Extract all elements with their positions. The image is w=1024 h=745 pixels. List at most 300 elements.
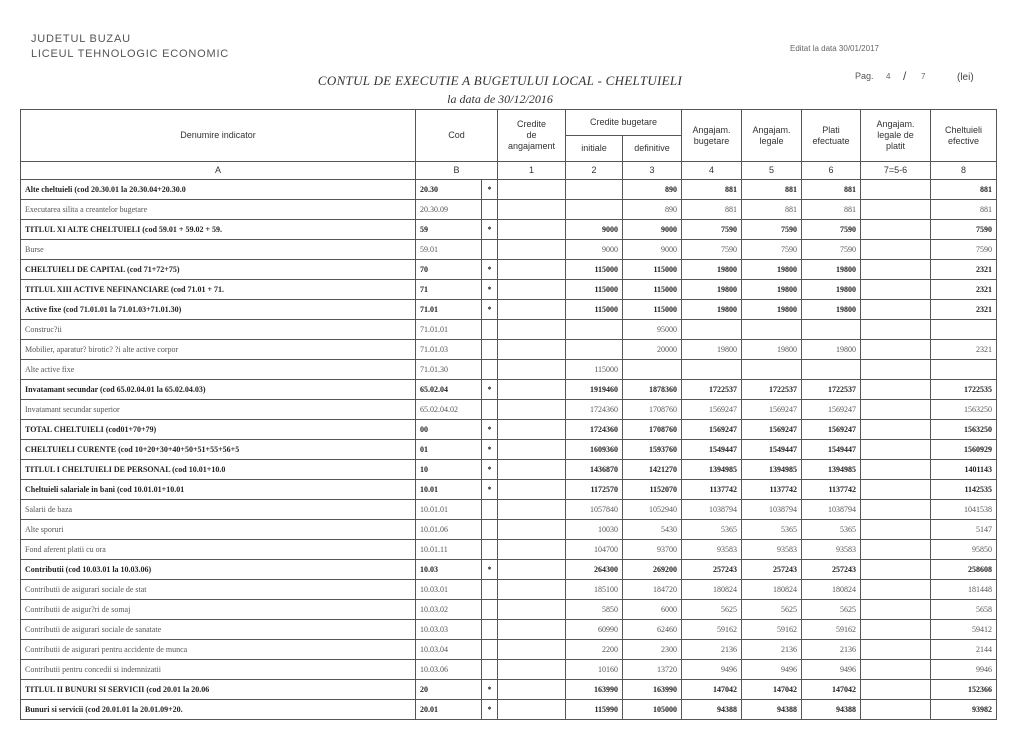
cell-credite-initiale: 9000 xyxy=(566,240,623,260)
cell-cheltuieli-efective xyxy=(931,320,997,340)
cell-angajam-de-platit xyxy=(861,600,931,620)
table-row xyxy=(21,320,997,340)
cell-cheltuieli-efective: 2144 xyxy=(931,640,997,660)
page-total: 7 xyxy=(921,72,926,81)
header-angajam-de-platit-l1: Angajam. xyxy=(876,119,915,129)
cell-plati-efectuate: 180824 xyxy=(802,580,861,600)
cell-angajam-bugetare: 5625 xyxy=(682,600,742,620)
cell-plati-efectuate: 9496 xyxy=(802,660,861,680)
cell-angajam-legale: 94388 xyxy=(742,700,802,720)
row-name: Contributii pentru concedii si indemnizatii xyxy=(21,660,416,680)
page-label: Pag. xyxy=(855,71,874,81)
cell-angajam-legale: 1038794 xyxy=(742,500,802,520)
cell-credite-definitive: 115000 xyxy=(623,280,682,300)
cell-plati-efectuate: 2136 xyxy=(802,640,861,660)
cell-cheltuieli-efective: 2321 xyxy=(931,340,997,360)
row-marker: * xyxy=(482,220,498,240)
table-row xyxy=(21,600,997,620)
cell-credite-initiale: 1919460 xyxy=(566,380,623,400)
row-marker xyxy=(482,400,498,420)
cell-angajam-de-platit xyxy=(861,620,931,640)
cell-credite-initiale: 104700 xyxy=(566,540,623,560)
row-code: 00 xyxy=(416,420,482,440)
currency-unit: (lei) xyxy=(957,72,974,83)
cell-cheltuieli-efective: 2321 xyxy=(931,300,997,320)
row-code: 71.01.30 xyxy=(416,360,482,380)
table-row xyxy=(21,180,997,200)
cell-angajam-de-platit xyxy=(861,380,931,400)
cell-credite-angajament xyxy=(498,540,566,560)
cell-credite-definitive xyxy=(623,360,682,380)
cell-angajam-de-platit xyxy=(861,540,931,560)
cell-credite-initiale xyxy=(566,200,623,220)
cell-angajam-legale: 7590 xyxy=(742,220,802,240)
page-number: 4 xyxy=(886,72,891,81)
cell-cheltuieli-efective: 5658 xyxy=(931,600,997,620)
cell-cheltuieli-efective: 1563250 xyxy=(931,420,997,440)
header-denumire: Denumire indicator xyxy=(21,110,416,162)
row-marker xyxy=(482,340,498,360)
cell-angajam-de-platit xyxy=(861,220,931,240)
column-letter: 4 xyxy=(682,162,742,180)
cell-credite-angajament xyxy=(498,380,566,400)
row-marker xyxy=(482,600,498,620)
cell-plati-efectuate: 881 xyxy=(802,180,861,200)
cell-credite-initiale: 115000 xyxy=(566,280,623,300)
row-name: Active fixe (cod 71.01.01 la 71.01.03+71.01.30) xyxy=(21,300,416,320)
table-row xyxy=(21,640,997,660)
cell-credite-definitive: 95000 xyxy=(623,320,682,340)
row-marker xyxy=(482,640,498,660)
table-body xyxy=(21,180,997,720)
expenditure-table xyxy=(20,109,997,720)
row-name: Executarea silita a creantelor bugetare xyxy=(21,200,416,220)
row-name: Invatamant secundar (cod 65.02.04.01 la 65.02.04.03) xyxy=(21,380,416,400)
header-angajam-legale-l1: Angajam. xyxy=(752,124,791,135)
header-credite-bugetare: Credite bugetare xyxy=(566,110,682,136)
row-marker xyxy=(482,540,498,560)
cell-credite-definitive: 184720 xyxy=(623,580,682,600)
cell-angajam-de-platit xyxy=(861,560,931,580)
cell-cheltuieli-efective: 2321 xyxy=(931,260,997,280)
row-marker: * xyxy=(482,380,498,400)
header-credite-angajament-l2: de xyxy=(526,130,537,140)
cell-angajam-de-platit xyxy=(861,500,931,520)
cell-credite-initiale: 9000 xyxy=(566,220,623,240)
row-code: 10.03.06 xyxy=(416,660,482,680)
cell-cheltuieli-efective: 881 xyxy=(931,180,997,200)
cell-credite-angajament xyxy=(498,200,566,220)
row-code: 10.03.01 xyxy=(416,580,482,600)
institution-county: JUDETUL BUZAU xyxy=(31,33,131,45)
cell-angajam-de-platit xyxy=(861,700,931,720)
cell-angajam-legale: 9496 xyxy=(742,660,802,680)
cell-angajam-legale: 1722537 xyxy=(742,380,802,400)
cell-angajam-bugetare: 19800 xyxy=(682,280,742,300)
row-name: Bunuri si servicii (cod 20.01.01 la 20.01.09+20. xyxy=(21,700,416,720)
column-letter: 6 xyxy=(802,162,861,180)
row-marker: * xyxy=(482,560,498,580)
row-name: TITLUL II BUNURI SI SERVICII (cod 20.01 la 20.06 xyxy=(21,680,416,700)
institution-name: LICEUL TEHNOLOGIC ECONOMIC xyxy=(31,48,230,60)
cell-credite-angajament xyxy=(498,620,566,640)
cell-credite-initiale: 115990 xyxy=(566,700,623,720)
cell-angajam-legale: 2136 xyxy=(742,640,802,660)
cell-plati-efectuate: 1569247 xyxy=(802,420,861,440)
row-name: TITLUL XIII ACTIVE NEFINANCIARE (cod 71.01 + 71. xyxy=(21,280,416,300)
cell-angajam-legale: 1549447 xyxy=(742,440,802,460)
cell-credite-initiale: 1724360 xyxy=(566,400,623,420)
cell-angajam-bugetare xyxy=(682,320,742,340)
cell-credite-definitive: 6000 xyxy=(623,600,682,620)
header-angajam-bugetare-l1: Angajam. xyxy=(692,124,731,135)
cell-plati-efectuate xyxy=(802,360,861,380)
row-code: 20 xyxy=(416,680,482,700)
cell-plati-efectuate: 19800 xyxy=(802,260,861,280)
cell-angajam-bugetare: 1722537 xyxy=(682,380,742,400)
cell-credite-initiale: 264300 xyxy=(566,560,623,580)
header-plati-l1: Plati xyxy=(822,124,840,135)
column-letter: 8 xyxy=(931,162,997,180)
row-code: 10.01 xyxy=(416,480,482,500)
cell-angajam-legale: 180824 xyxy=(742,580,802,600)
row-name: Contributii de asigurari sociale de stat xyxy=(21,580,416,600)
cell-credite-initiale xyxy=(566,340,623,360)
row-name: Invatamant secundar superior xyxy=(21,400,416,420)
cell-plati-efectuate: 19800 xyxy=(802,340,861,360)
cell-plati-efectuate: 881 xyxy=(802,200,861,220)
header-cod: Cod xyxy=(416,110,498,162)
cell-credite-definitive: 93700 xyxy=(623,540,682,560)
table-row xyxy=(21,500,997,520)
cell-credite-angajament xyxy=(498,360,566,380)
cell-cheltuieli-efective: 7590 xyxy=(931,240,997,260)
cell-credite-definitive: 115000 xyxy=(623,260,682,280)
cell-angajam-bugetare: 881 xyxy=(682,180,742,200)
cell-credite-initiale: 185100 xyxy=(566,580,623,600)
row-code: 10.01.06 xyxy=(416,520,482,540)
row-marker: * xyxy=(482,440,498,460)
cell-cheltuieli-efective: 1722535 xyxy=(931,380,997,400)
cell-angajam-bugetare: 1549447 xyxy=(682,440,742,460)
table-row xyxy=(21,420,997,440)
cell-credite-angajament xyxy=(498,480,566,500)
row-name: Alte active fixe xyxy=(21,360,416,380)
cell-cheltuieli-efective: 1401143 xyxy=(931,460,997,480)
cell-angajam-bugetare: 1569247 xyxy=(682,420,742,440)
cell-plati-efectuate: 1137742 xyxy=(802,480,861,500)
header-credite-angajament-l1: Credite xyxy=(517,119,547,129)
cell-angajam-legale: 1137742 xyxy=(742,480,802,500)
cell-plati-efectuate: 19800 xyxy=(802,280,861,300)
header-plati xyxy=(802,110,861,162)
row-code: 20.01 xyxy=(416,700,482,720)
cell-angajam-de-platit xyxy=(861,440,931,460)
row-code: 01 xyxy=(416,440,482,460)
cell-angajam-de-platit xyxy=(861,320,931,340)
row-code: 10.01.01 xyxy=(416,500,482,520)
row-name: TOTAL CHELTUIELI (cod01+70+79) xyxy=(21,420,416,440)
row-name: Salarii de baza xyxy=(21,500,416,520)
cell-credite-angajament xyxy=(498,520,566,540)
row-marker: * xyxy=(482,260,498,280)
cell-credite-definitive: 115000 xyxy=(623,300,682,320)
row-code: 65.02.04.02 xyxy=(416,400,482,420)
table-row xyxy=(21,360,997,380)
cell-angajam-legale: 257243 xyxy=(742,560,802,580)
column-letter: 1 xyxy=(498,162,566,180)
cell-angajam-de-platit xyxy=(861,520,931,540)
table-row xyxy=(21,620,997,640)
table-row xyxy=(21,220,997,240)
cell-angajam-bugetare: 7590 xyxy=(682,220,742,240)
header-credite-angajament xyxy=(498,110,566,162)
cell-angajam-bugetare: 59162 xyxy=(682,620,742,640)
cell-angajam-legale: 19800 xyxy=(742,340,802,360)
row-marker xyxy=(482,320,498,340)
cell-angajam-bugetare: 94388 xyxy=(682,700,742,720)
table-row xyxy=(21,540,997,560)
row-marker xyxy=(482,660,498,680)
row-name: Cheltuieli salariale in bani (cod 10.01.01+10.01 xyxy=(21,480,416,500)
row-name: Burse xyxy=(21,240,416,260)
row-code: 10 xyxy=(416,460,482,480)
cell-angajam-de-platit xyxy=(861,260,931,280)
table-row xyxy=(21,400,997,420)
cell-angajam-bugetare: 19800 xyxy=(682,260,742,280)
row-code: 70 xyxy=(416,260,482,280)
cell-plati-efectuate: 1569247 xyxy=(802,400,861,420)
cell-credite-definitive: 1708760 xyxy=(623,400,682,420)
cell-angajam-legale: 5625 xyxy=(742,600,802,620)
cell-angajam-legale: 5365 xyxy=(742,520,802,540)
cell-angajam-de-platit xyxy=(861,360,931,380)
cell-credite-definitive: 13720 xyxy=(623,660,682,680)
cell-angajam-de-platit xyxy=(861,480,931,500)
cell-credite-definitive: 269200 xyxy=(623,560,682,580)
column-letter: 7=5-6 xyxy=(861,162,931,180)
cell-credite-initiale: 115000 xyxy=(566,260,623,280)
cell-credite-angajament xyxy=(498,260,566,280)
cell-angajam-de-platit xyxy=(861,280,931,300)
header-credite-angajament-l3: angajament xyxy=(507,141,556,151)
cell-credite-definitive: 890 xyxy=(623,200,682,220)
row-marker xyxy=(482,520,498,540)
row-code: 10.03.02 xyxy=(416,600,482,620)
cell-credite-angajament xyxy=(498,320,566,340)
row-name: Contributii (cod 10.03.01 la 10.03.06) xyxy=(21,560,416,580)
cell-cheltuieli-efective: 2321 xyxy=(931,280,997,300)
cell-credite-definitive: 9000 xyxy=(623,220,682,240)
cell-cheltuieli-efective: 59412 xyxy=(931,620,997,640)
cell-credite-definitive: 1052940 xyxy=(623,500,682,520)
cell-angajam-legale: 19800 xyxy=(742,260,802,280)
table-row xyxy=(21,660,997,680)
cell-plati-efectuate: 1038794 xyxy=(802,500,861,520)
row-marker xyxy=(482,500,498,520)
cell-plati-efectuate: 1394985 xyxy=(802,460,861,480)
cell-credite-definitive: 105000 xyxy=(623,700,682,720)
cell-cheltuieli-efective: 1142535 xyxy=(931,480,997,500)
row-marker: * xyxy=(482,420,498,440)
cell-plati-efectuate: 7590 xyxy=(802,240,861,260)
cell-angajam-legale: 147042 xyxy=(742,680,802,700)
row-marker xyxy=(482,240,498,260)
row-code: 71 xyxy=(416,280,482,300)
cell-credite-definitive: 1593760 xyxy=(623,440,682,460)
edit-date: Editat la data 30/01/2017 xyxy=(790,44,879,53)
table-row xyxy=(21,460,997,480)
header-cheltuieli-efective-l1: Cheltuieli xyxy=(945,124,983,135)
table-row xyxy=(21,700,997,720)
cell-cheltuieli-efective: 881 xyxy=(931,200,997,220)
cell-angajam-bugetare: 180824 xyxy=(682,580,742,600)
row-name: Contributii de asigurari sociale de sanatate xyxy=(21,620,416,640)
cell-credite-angajament xyxy=(498,460,566,480)
row-name: Fond aferent platii cu ora xyxy=(21,540,416,560)
cell-credite-initiale: 10030 xyxy=(566,520,623,540)
cell-angajam-bugetare: 1137742 xyxy=(682,480,742,500)
table-row xyxy=(21,280,997,300)
row-code: 10.03 xyxy=(416,560,482,580)
report-title: CONTUL DE EXECUTIE A BUGETULUI LOCAL - CHELTUIELI xyxy=(317,73,683,88)
row-code: 65.02.04 xyxy=(416,380,482,400)
row-marker: * xyxy=(482,700,498,720)
cell-cheltuieli-efective xyxy=(931,360,997,380)
cell-credite-angajament xyxy=(498,340,566,360)
row-code: 20.30 xyxy=(416,180,482,200)
header-angajam-bugetare xyxy=(682,110,742,162)
table-row xyxy=(21,240,997,260)
cell-angajam-de-platit xyxy=(861,680,931,700)
row-marker: * xyxy=(482,680,498,700)
row-name: CHELTUIELI DE CAPITAL (cod 71+72+75) xyxy=(21,260,416,280)
cell-credite-initiale: 1724360 xyxy=(566,420,623,440)
header-angajam-de-platit xyxy=(861,110,931,162)
cell-credite-angajament xyxy=(498,220,566,240)
cell-angajam-legale xyxy=(742,320,802,340)
cell-credite-definitive: 1152070 xyxy=(623,480,682,500)
cell-angajam-bugetare: 7590 xyxy=(682,240,742,260)
column-letter: 3 xyxy=(623,162,682,180)
row-marker xyxy=(482,620,498,640)
cell-credite-angajament xyxy=(498,600,566,620)
cell-cheltuieli-efective: 258608 xyxy=(931,560,997,580)
cell-angajam-legale: 1394985 xyxy=(742,460,802,480)
cell-credite-initiale xyxy=(566,320,623,340)
cell-credite-angajament xyxy=(498,560,566,580)
header-cheltuieli-efective xyxy=(931,110,997,162)
cell-cheltuieli-efective: 1041538 xyxy=(931,500,997,520)
cell-angajam-de-platit xyxy=(861,180,931,200)
cell-credite-definitive: 1421270 xyxy=(623,460,682,480)
cell-angajam-bugetare: 257243 xyxy=(682,560,742,580)
cell-credite-initiale: 60990 xyxy=(566,620,623,640)
cell-credite-angajament xyxy=(498,660,566,680)
row-code: 71.01.03 xyxy=(416,340,482,360)
cell-credite-definitive: 890 xyxy=(623,180,682,200)
cell-angajam-bugetare: 2136 xyxy=(682,640,742,660)
cell-credite-initiale xyxy=(566,180,623,200)
cell-cheltuieli-efective: 95850 xyxy=(931,540,997,560)
cell-angajam-bugetare: 1394985 xyxy=(682,460,742,480)
row-code: 71.01 xyxy=(416,300,482,320)
cell-angajam-bugetare: 881 xyxy=(682,200,742,220)
row-code: 59 xyxy=(416,220,482,240)
cell-credite-initiale: 10160 xyxy=(566,660,623,680)
header-angajam-de-platit-l3: platit xyxy=(886,141,906,151)
cell-credite-angajament xyxy=(498,280,566,300)
table-row xyxy=(21,520,997,540)
cell-angajam-de-platit xyxy=(861,460,931,480)
row-name: Contributii de asigurari pentru accidente de munca xyxy=(21,640,416,660)
cell-angajam-legale: 19800 xyxy=(742,280,802,300)
table-row xyxy=(21,260,997,280)
cell-plati-efectuate: 5625 xyxy=(802,600,861,620)
row-name: Construc?ii xyxy=(21,320,416,340)
cell-credite-initiale: 5850 xyxy=(566,600,623,620)
row-marker: * xyxy=(482,280,498,300)
cell-angajam-bugetare xyxy=(682,360,742,380)
cell-angajam-legale: 93583 xyxy=(742,540,802,560)
cell-plati-efectuate: 5365 xyxy=(802,520,861,540)
cell-credite-initiale: 1609360 xyxy=(566,440,623,460)
row-name: Alte cheltuieli (cod 20.30.01 la 20.30.04+20.30.0 xyxy=(21,180,416,200)
cell-cheltuieli-efective: 1563250 xyxy=(931,400,997,420)
cell-angajam-bugetare: 147042 xyxy=(682,680,742,700)
row-marker: * xyxy=(482,180,498,200)
row-code: 59.01 xyxy=(416,240,482,260)
cell-credite-angajament xyxy=(498,680,566,700)
cell-angajam-bugetare: 5365 xyxy=(682,520,742,540)
column-letter: 5 xyxy=(742,162,802,180)
cell-angajam-bugetare: 9496 xyxy=(682,660,742,680)
cell-credite-definitive: 1878360 xyxy=(623,380,682,400)
table-row xyxy=(21,580,997,600)
header-plati-l2: efectuate xyxy=(812,135,850,146)
cell-credite-angajament xyxy=(498,180,566,200)
cell-plati-efectuate: 19800 xyxy=(802,300,861,320)
cell-angajam-de-platit xyxy=(861,420,931,440)
cell-angajam-legale: 7590 xyxy=(742,240,802,260)
cell-cheltuieli-efective: 9946 xyxy=(931,660,997,680)
table-row xyxy=(21,680,997,700)
row-code: 10.03.04 xyxy=(416,640,482,660)
cell-credite-initiale: 1172570 xyxy=(566,480,623,500)
column-letter: B xyxy=(416,162,498,180)
table-row xyxy=(21,300,997,320)
cell-angajam-legale: 19800 xyxy=(742,300,802,320)
cell-credite-angajament xyxy=(498,400,566,420)
row-marker: * xyxy=(482,460,498,480)
cell-credite-angajament xyxy=(498,640,566,660)
cell-credite-definitive: 62460 xyxy=(623,620,682,640)
cell-angajam-de-platit xyxy=(861,200,931,220)
row-name: TITLUL XI ALTE CHELTUIELI (cod 59.01 + 59.02 + 59. xyxy=(21,220,416,240)
cell-cheltuieli-efective: 152366 xyxy=(931,680,997,700)
column-letter: A xyxy=(21,162,416,180)
cell-plati-efectuate: 147042 xyxy=(802,680,861,700)
column-letter: 2 xyxy=(566,162,623,180)
header-angajam-legale-l2: legale xyxy=(759,135,784,146)
row-name: Alte sporuri xyxy=(21,520,416,540)
cell-credite-definitive: 20000 xyxy=(623,340,682,360)
cell-angajam-de-platit xyxy=(861,340,931,360)
cell-cheltuieli-efective: 181448 xyxy=(931,580,997,600)
cell-angajam-legale xyxy=(742,360,802,380)
row-code: 10.03.03 xyxy=(416,620,482,640)
cell-cheltuieli-efective: 1560929 xyxy=(931,440,997,460)
